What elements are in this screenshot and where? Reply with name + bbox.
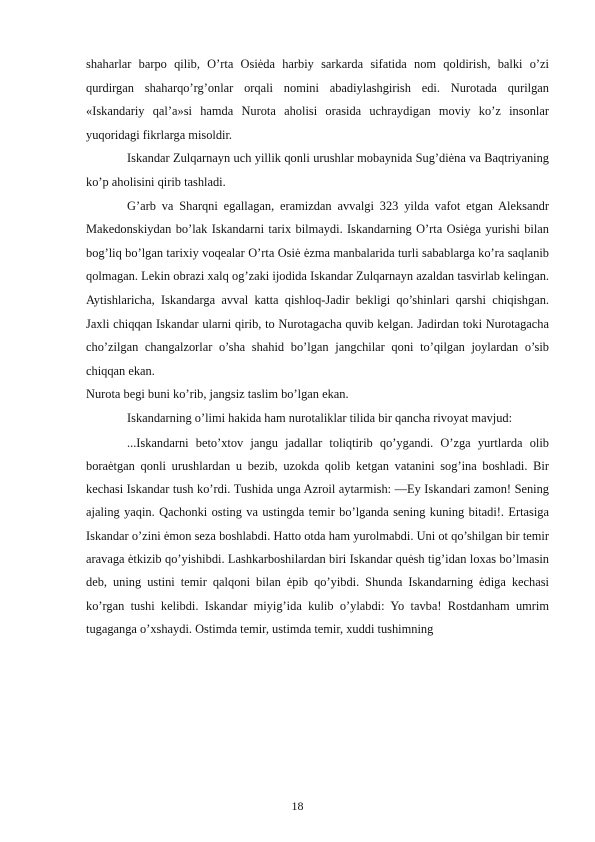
- body-text: [86, 53, 549, 641]
- paragraph-2: Iskandar Zulqarnayn uch yillik qonli urushlar mobaynida Sug’diėna va Baqtriyaning ko’p aholisini qirib tashladi.: [86, 151, 549, 189]
- quoted-legend: ...Iskandarni beto’xtov jangu jadallar toliqtirib qo’ygandi. O’zga yurtlarda olib boraėtgan qonli urushlardan u bezib, uzokda qolib ketgan vatanini sog’ina boshladi. Bir kechasi Iskandar tush ko’rdi. Tushida unga Azroil aytarmish: —Ey Iskandari zamon! Sening ajaling yaqin. Qachonki osting va ustingda temir bo’lganda sening kuning bitadi!. Ertasiga Iskandar o’zini ėmon seza boshlabdi. Hatto otda ham yurolmabdi. Uni ot qo’shilgan bir temir aravaga ėtkizib qo’yishibdi. Lashkarboshilardan biri Iskandar quėsh tig’idan loxas bo’lmasin deb, uning ustini temir qalqoni bilan ėpib qo’yibdi. Shunda Iskandarning ėdiga kechasi ko’rgan tushi kelibdi. Iskandar miyig’ida kulib o’ylabdi: Yo tavba! Rostdanham umrim tugaganga o’xshaydi. Ostimda temir, ustimda temir, xuddi tushimning: [86, 435, 549, 636]
- paragraph-3: G’arb va Sharqni egallagan, eramizdan avvalgi 323 yilda vafot etgan Aleksandr Makedonskiydan bo’lak Iskandarni tarix bilmaydi. Iskandarning O’rta Osiėga yurishi bilan bog’liq bo’lgan tarixiy voqealar O’rta Osiė ėzma manbalarida turli sabablarga ko’ra saqlanib qolmagan. Lekin obrazi xalq og’zaki ijodida Iskandar Zulqarnayn azaldan tasvirlab kelingan. Aytishlaricha, Iskandarga avval katta qishloq-Jadir bekligi qo’shinlari qarshi chiqishgan. Jaxli chiqqan Iskandar ularni qirib, to Nurotagacha quvib kelgan. Jadirdan toki Nurotagacha cho’zilgan changalzorlar o’sha shahid bo’lgan jangchilar qoni to’qilgan joylardan o’sib chiqqan ekan.: [86, 198, 549, 378]
- paragraph-5: Iskandarning o’limi hakida ham nurotaliklar tilida bir qancha rivoyat mavjud:: [127, 410, 513, 425]
- page-number: 18: [291, 799, 304, 813]
- paragraph-1: shaharlar barpo qilib, O’rta Osiėda harbiy sarkarda sifatida nom qoldirish, balki o’zi qurdirgan shaharqo’rg’onlar orqali nomini abadiylashgirish edi. Nurotada qurilgan «Iskandariy qal’a»si hamda Nurota aholisi orasida uchraydigan moviy ko’z insonlar yuqoridagi fikrlarga misoldir.: [86, 57, 549, 142]
- paragraph-4: Nurota begi buni ko’rib, jangsiz taslim bo’lgan ekan.: [86, 387, 349, 402]
